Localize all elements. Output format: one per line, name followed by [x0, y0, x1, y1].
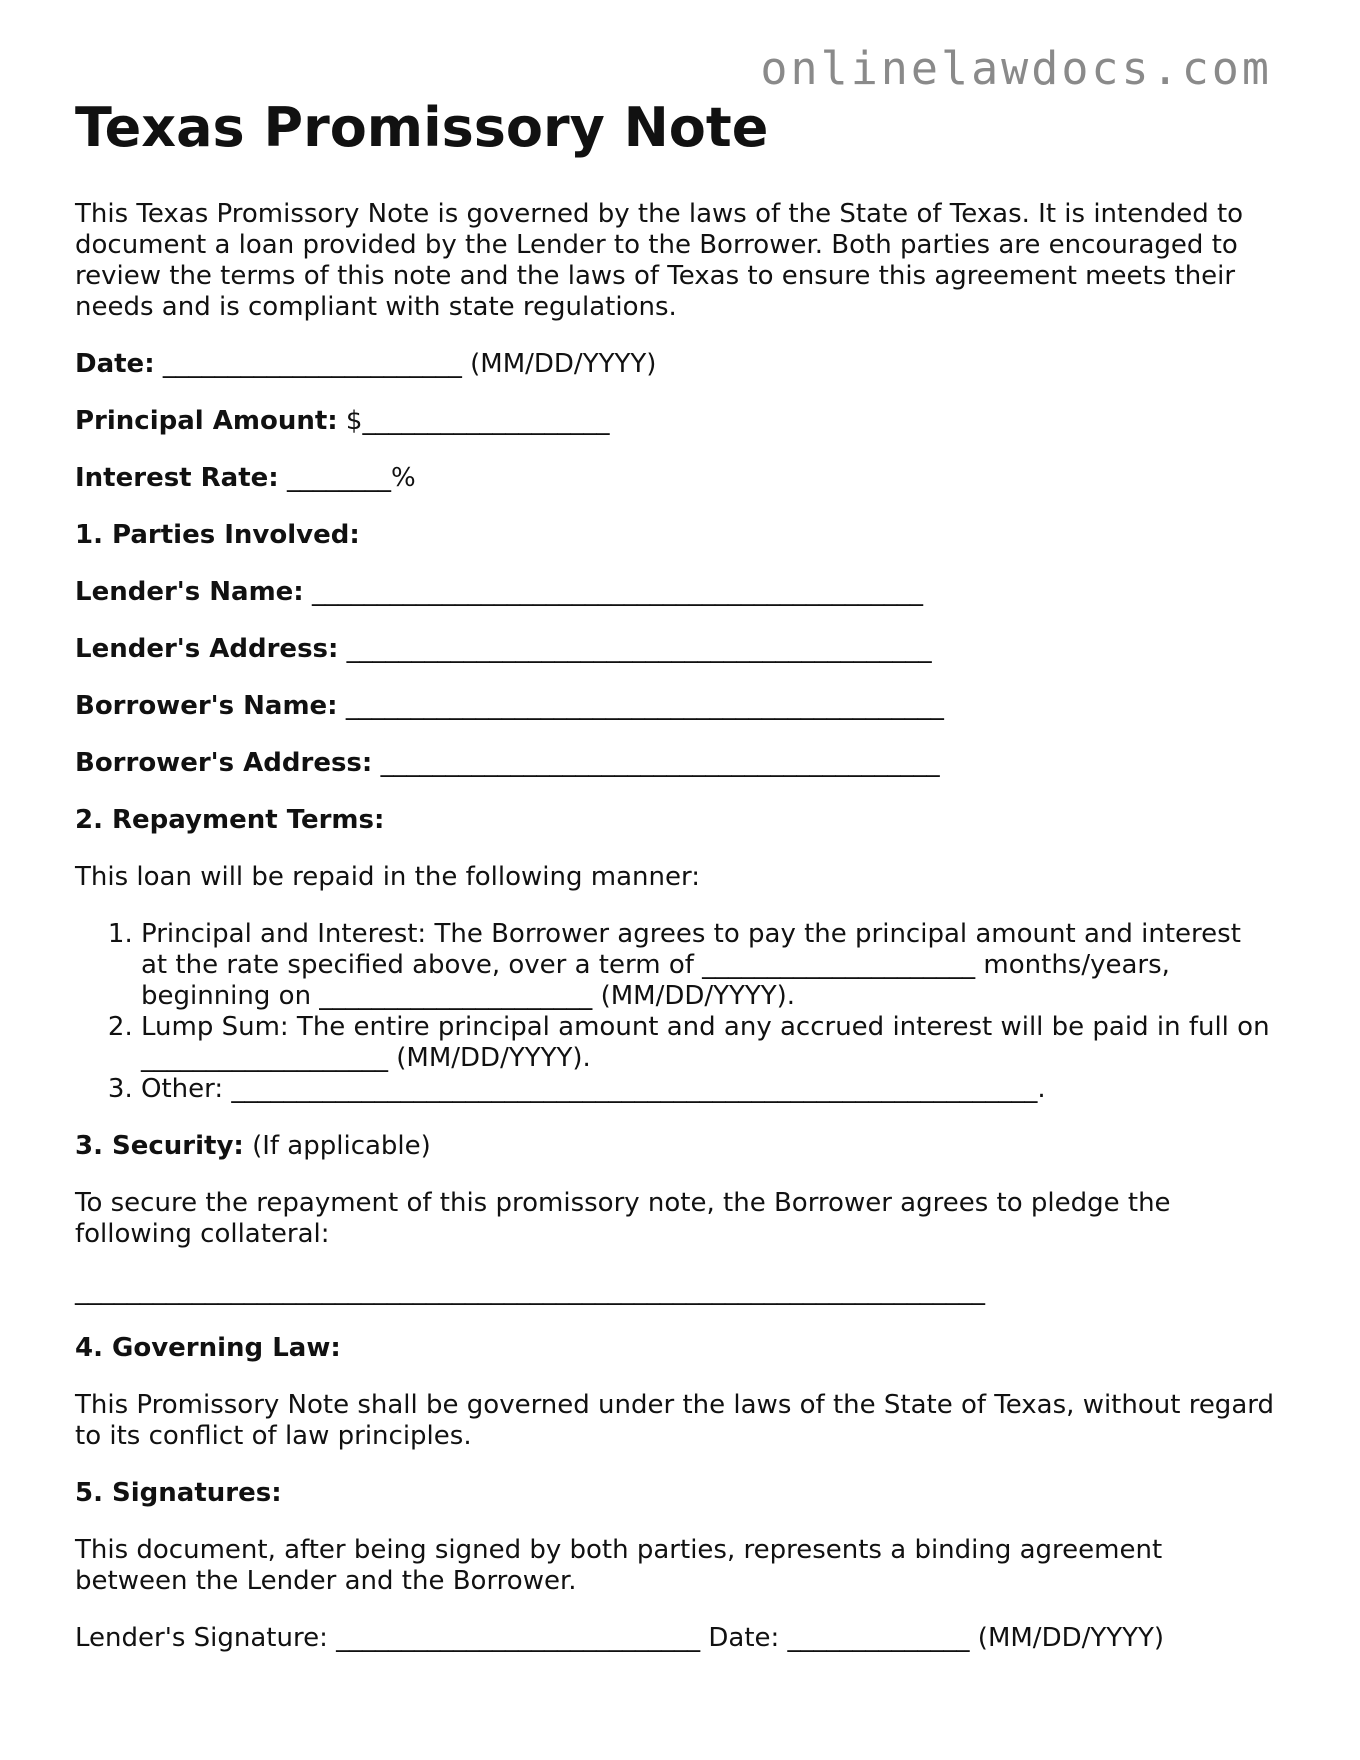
lender-name-blank: _______________________________________________ — [303, 577, 923, 607]
security-text: To secure the repayment of this promissory note, the Borrower agrees to pledge the following collateral: — [75, 1188, 1171, 1249]
lender-name-label: Lender's Name: — [75, 577, 304, 607]
date-blank: _______________________ (MM/DD/YYYY) — [154, 349, 657, 379]
lender-name-field — [75, 577, 1275, 608]
section-1-heading: 1. Parties Involved: — [75, 520, 360, 550]
signatures-text: This document, after being signed by both parties, represents a binding agreement between the Lender and the Borrower. — [75, 1535, 1163, 1596]
page-title: Texas Promissory Note — [75, 96, 769, 159]
principal-label: Principal Amount: — [75, 406, 338, 436]
section-4-heading: 4. Governing Law: — [75, 1333, 341, 1363]
borrower-address-label: Borrower's Address: — [75, 748, 373, 778]
document-page — [75, 95, 1275, 1680]
principal-field — [75, 406, 1275, 437]
borrower-address-field — [75, 748, 1275, 779]
interest-label: Interest Rate: — [75, 463, 279, 493]
section-3-heading — [75, 1131, 1275, 1162]
borrower-name-blank: ______________________________________________ — [337, 691, 944, 721]
list-item: 2. Lump Sum: The entire principal amount and any accrued interest will be paid in full on ___________________ (MM/DD/YYYY). — [141, 1012, 1275, 1074]
governing-law-text: This Promissory Note shall be governed under the laws of the State of Texas, without regard to its conflict of law principles. — [75, 1390, 1274, 1451]
date-field — [75, 349, 1275, 380]
intro-paragraph: This Texas Promissory Note is governed by the laws of the State of Texas. It is intended to document a loan provided by the Lender to the Borrower. Both parties are encouraged to review the terms of this note and the laws of Texas to ensure this agreement meets their needs and is compliant with state regulations. — [75, 199, 1244, 322]
interest-field — [75, 463, 1275, 494]
section-2-heading: 2. Repayment Terms: — [75, 805, 385, 835]
security-label: 3. Security: — [75, 1131, 244, 1161]
principal-blank: $___________________ — [337, 406, 610, 436]
borrower-name-field — [75, 691, 1275, 722]
lender-signature-line: Lender's Signature: ____________________________ Date: ______________ (MM/DD/YYYY) — [75, 1623, 1165, 1653]
lender-address-blank: _____________________________________________ — [338, 634, 932, 664]
list-item: 1. Principal and Interest: The Borrower agrees to pay the principal amount and interest at the rate specified above, over a term of _____________________ months/years, beginning on _____________________ (MM/DD/YYYY). — [141, 919, 1275, 1012]
interest-blank: ________% — [278, 463, 416, 493]
borrower-name-label: Borrower's Name: — [75, 691, 338, 721]
borrower-address-blank: ___________________________________________ — [372, 748, 940, 778]
list-item: 3. Other: ______________________________________________________________. — [141, 1074, 1275, 1105]
repayment-list — [75, 919, 1275, 1105]
lender-address-field — [75, 634, 1275, 665]
repayment-intro: This loan will be repaid in the following manner: — [75, 862, 700, 892]
watermark: onlinelawdocs.com — [760, 42, 1272, 95]
collateral-blank: ______________________________________________________________________ — [75, 1276, 985, 1306]
security-note: (If applicable) — [243, 1131, 431, 1161]
date-label: Date: — [75, 349, 155, 379]
section-5-heading: 5. Signatures: — [75, 1478, 282, 1508]
lender-address-label: Lender's Address: — [75, 634, 339, 664]
